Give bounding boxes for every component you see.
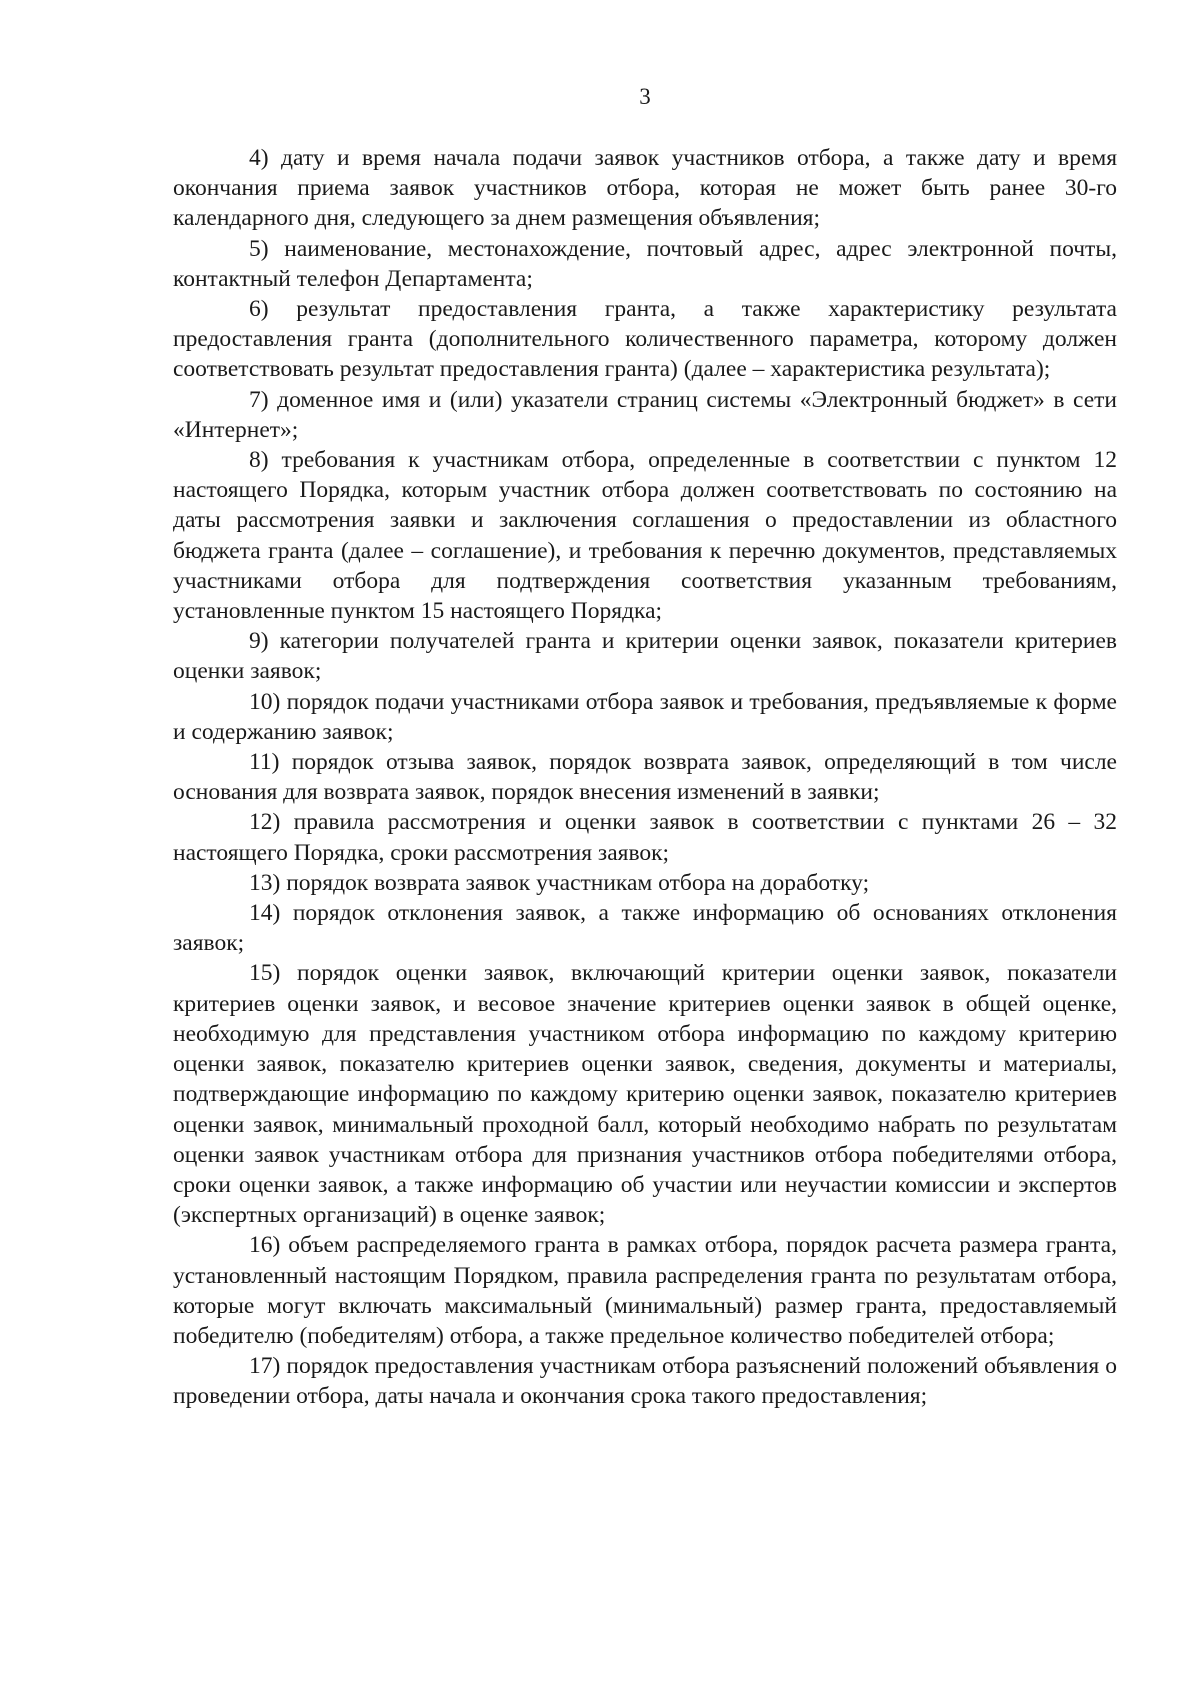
list-item: 4) дату и время начала подачи заявок участников отбора, а также дату и время окончания приема заявок участников отбора, которая не может быть ранее 30-го календарного дня, следующего за днем размещения объявления;	[173, 145, 1117, 232]
list-item: 10) порядок подачи участниками отбора заявок и требования, предъявляемые к форме и содержанию заявок;	[173, 688, 1117, 745]
list-item: 5) наименование, местонахождение, почтовый адрес, адрес электронной почты, контактный телефон Департамента;	[173, 235, 1117, 292]
list-item: 6) результат предоставления гранта, а также характеристику результата предоставления гранта (дополнительного количественного параметра, которому должен соответствовать результат предоставления гранта) (далее – характеристика результата);	[173, 296, 1117, 383]
list-item: 12) правила рассмотрения и оценки заявок в соответствии с пунктами 26 – 32 настоящего Порядка, сроки рассмотрения заявок;	[173, 809, 1117, 866]
list-item: 15) порядок оценки заявок, включающий критерии оценки заявок, показатели критериев оценки заявок, и весовое значение критериев оценки заявок в общей оценке, необходимую для представления участником отбора информацию по каждому критерию оценки заявок, показателю критериев оценки заявок, сведения, документы и материалы, подтверждающие информацию по каждому критерию оценки заявок, показателю критериев оценки заявок, минимальный проходной балл, который необходимо набрать по результатам оценки заявок участникам отбора для признания участников отбора победителями отбора, сроки оценки заявок, а также информацию об участии или неучастии комиссии и экспертов (экспертных организаций) в оценке заявок;	[173, 960, 1117, 1229]
list-item: 17) порядок предоставления участникам отбора разъяснений положений объявления о проведении отбора, даты начала и окончания срока такого предоставления;	[173, 1353, 1117, 1410]
list-item: 14) порядок отклонения заявок, а также информацию об основаниях отклонения заявок;	[173, 900, 1117, 957]
list-item: 16) объем распределяемого гранта в рамках отбора, порядок расчета размера гранта, установленный настоящим Порядком, правила распределения гранта по результатам отбора, которые могут включать максимальный (минимальный) размер гранта, предоставляемый победителю (победителям) отбора, а также предельное количество победителей отбора;	[173, 1232, 1117, 1349]
page-number: 3	[639, 84, 651, 109]
list-item: 9) категории получателей гранта и критерии оценки заявок, показатели критериев оценки заявок;	[173, 628, 1117, 685]
document-body	[173, 143, 1117, 1412]
list-item: 8) требования к участникам отбора, определенные в соответствии с пунктом 12 настоящего Порядка, которым участник отбора должен соответствовать по состоянию на даты рассмотрения заявки и заключения соглашения о предоставлении из областного бюджета гранта (далее – соглашение), и требования к перечню документов, представляемых участниками отбора для подтверждения соответствия указанным требованиям, установленные пунктом 15 настоящего Порядка;	[173, 447, 1117, 625]
list-item: 7) доменное имя и (или) указатели страниц системы «Электронный бюджет» в сети «Интернет»;	[173, 386, 1117, 443]
list-item: 13) порядок возврата заявок участникам отбора на доработку;	[249, 869, 870, 896]
list-item: 11) порядок отзыва заявок, порядок возврата заявок, определяющий в том числе основания для возврата заявок, порядок внесения изменений в заявки;	[173, 749, 1117, 806]
